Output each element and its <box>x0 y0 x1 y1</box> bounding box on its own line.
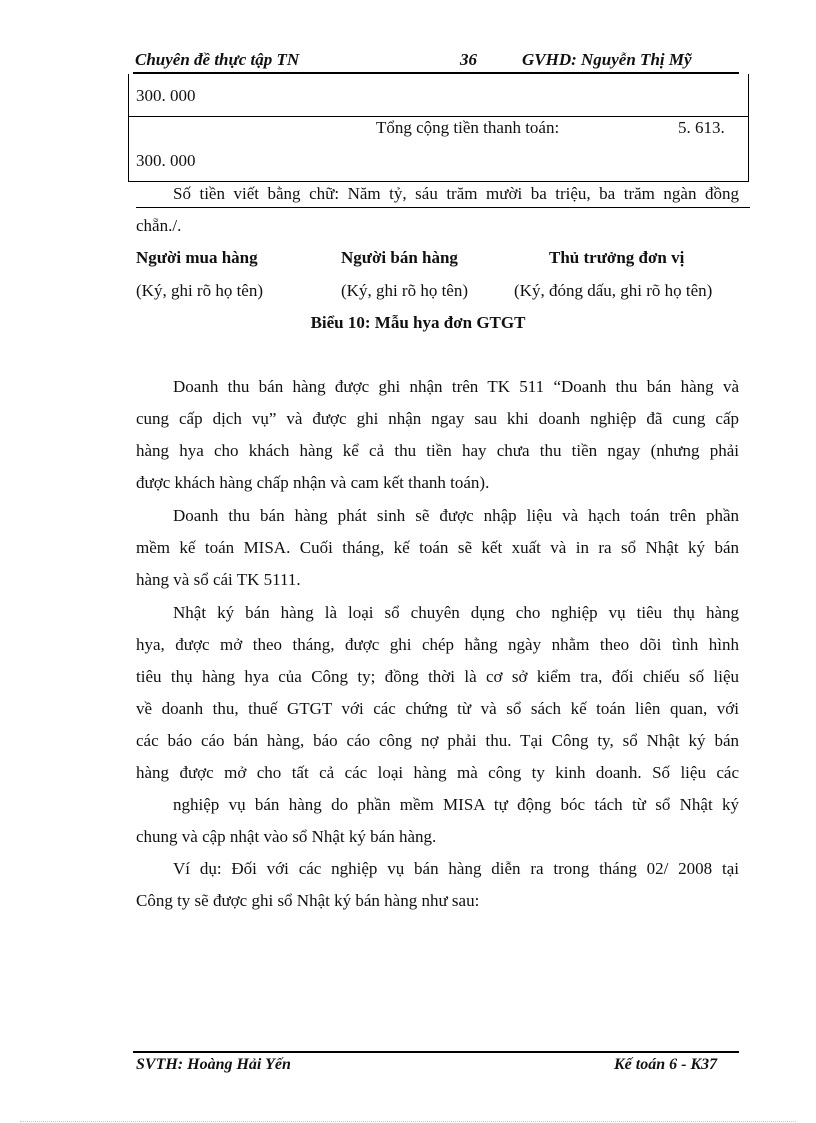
page-edge-dotted-line <box>20 1121 796 1122</box>
paragraph-line: hya, được mở theo tháng, được ghi chép hằng ngày nhằm theo dõi tình hình <box>136 635 739 654</box>
paragraph-line: các báo cáo bán hàng, báo cáo công nợ phải thu. Tại Công ty, sổ Nhật ký bán <box>136 731 739 750</box>
header-page-number: 36 <box>460 50 477 69</box>
signature-seller-title: Người bán hàng <box>341 248 458 267</box>
table-right-border <box>748 74 749 182</box>
header-rule <box>133 72 739 74</box>
paragraph-line: Ví dụ: Đối với các nghiệp vụ bán hàng diễn ra trong tháng 02/ 2008 tại <box>173 859 739 878</box>
header-left-title: Chuyên đề thực tập TN <box>135 50 300 69</box>
footer-author: SVTH: Hoàng Hải Yến <box>136 1056 291 1073</box>
paragraph-line: tiêu thụ hàng hya của Công ty; đồng thời là cơ sở kiểm tra, đối chiếu số liệu <box>136 667 739 686</box>
signature-head-note: (Ký, đóng dấu, ghi rõ họ tên) <box>514 281 713 300</box>
paragraph-line: Công ty sẽ được ghi sổ Nhật ký bán hàng như sau: <box>136 891 480 910</box>
header-supervisor: GVHD: Nguyễn Thị Mỹ <box>522 50 692 69</box>
paragraph-line: nghiệp vụ bán hàng do phần mềm MISA tự động bóc tách từ sổ Nhật ký <box>173 795 739 814</box>
figure-caption: Biểu 10: Mẫu hya đơn GTGT <box>310 313 526 332</box>
amount-in-words-line1: Số tiền viết bằng chữ: Năm tỷ, sáu trăm mười ba triệu, ba trăm ngàn đồng <box>173 184 739 203</box>
amount-in-words-line2: chẵn./. <box>136 216 182 235</box>
paragraph-line: Nhật ký bán hàng là loại sổ chuyên dụng cho nghiệp vụ tiêu thụ hàng <box>173 603 739 622</box>
signature-buyer-note: (Ký, ghi rõ họ tên) <box>136 281 264 300</box>
footer-class: Kế toán 6 - K37 <box>614 1056 718 1073</box>
signature-seller-note: (Ký, ghi rõ họ tên) <box>341 281 469 300</box>
paragraph-line: được khách hàng chấp nhận và cam kết thanh toán). <box>136 473 490 492</box>
table-left-border <box>128 74 129 182</box>
paragraph-line: Doanh thu bán hàng được ghi nhận trên TK 511 “Doanh thu bán hàng và <box>173 377 739 396</box>
paragraph-line: chung và cập nhật vào sổ Nhật ký bán hàng. <box>136 827 437 846</box>
paragraph-line: cung cấp dịch vụ” và được ghi nhận ngay sau khi doanh nghiệp đã cung cấp <box>136 409 739 428</box>
amount-in-words-rule <box>136 207 750 208</box>
footer-rule <box>133 1051 739 1053</box>
signature-head-title: Thủ trưởng đơn vị <box>549 248 685 267</box>
paragraph-line: mềm kế toán MISA. Cuối tháng, kế toán sẽ kết xuất và in ra sổ Nhật ký bán <box>136 538 739 557</box>
signature-buyer-title: Người mua hàng <box>136 248 258 267</box>
row1-amount-tail: 300. 000 <box>136 86 196 105</box>
paragraph-line: Doanh thu bán hàng phát sinh sẽ được nhập liệu và hạch toán trên phần <box>173 506 739 525</box>
paragraph-line: hàng và sổ cái TK 5111. <box>136 570 301 589</box>
total-label: Tổng cộng tiền thanh toán: <box>376 118 560 137</box>
paragraph-line: hàng được mở cho tất cả các loại hàng mà công ty kinh doanh. Số liệu các <box>136 763 739 782</box>
paragraph-line: hàng hya cho khách hàng kể cả thu tiền hay chưa thu tiền ngay (nhưng phải <box>136 441 739 460</box>
paragraph-line: về doanh thu, thuế GTGT với các chứng từ và sổ sách kế toán liên quan, với <box>136 699 739 718</box>
total-amount-head: 5. 613. <box>678 118 725 137</box>
total-amount-tail: 300. 000 <box>136 151 196 170</box>
